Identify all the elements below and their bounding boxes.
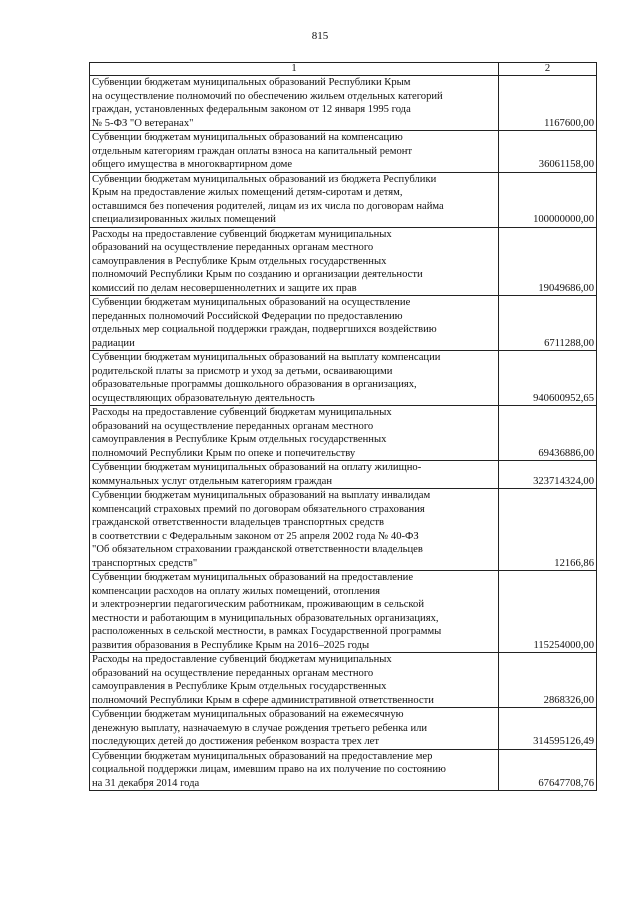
row-amount: 1167600,00 bbox=[499, 76, 597, 131]
description-line: Субвенции бюджетам муниципальных образований на предоставление мер bbox=[92, 750, 433, 762]
row-description bbox=[90, 406, 499, 461]
description-line: Субвенции бюджетам муниципальных образований на выплату компенсации bbox=[92, 352, 441, 363]
table-header-row bbox=[90, 63, 597, 76]
description-line: комиссий по делам несовершеннолетних и защите их прав bbox=[92, 282, 357, 294]
description-line: самоуправления в Республике Крым отдельных государственных bbox=[92, 681, 387, 692]
description-line: полномочий Республики Крым в сфере административной ответственности bbox=[92, 694, 434, 706]
row-description bbox=[90, 227, 499, 296]
description-line: на 31 декабря 2014 года bbox=[92, 777, 200, 789]
description-line: осуществляющих образовательную деятельность bbox=[92, 392, 315, 404]
row-amount: 12166,86 bbox=[499, 489, 597, 571]
table-row bbox=[90, 749, 597, 791]
row-description bbox=[90, 571, 499, 653]
row-description bbox=[90, 653, 499, 708]
description-line: транспортных средств" bbox=[92, 557, 198, 569]
description-line: денежную выплату, назначаемую в случае рождения третьего ребенка или bbox=[92, 722, 428, 734]
description-line: последующих детей до достижения ребенком возраста трех лет bbox=[92, 736, 380, 747]
table-row bbox=[90, 76, 597, 131]
row-amount: 6711288,00 bbox=[499, 296, 597, 351]
table-row bbox=[90, 172, 597, 227]
description-line: в соответствии с Федеральным законом от 25 апреля 2002 года № 40-ФЗ bbox=[92, 530, 419, 542]
row-amount: 19049686,00 bbox=[499, 227, 597, 296]
description-line: самоуправления в Республике Крым отдельных государственных bbox=[92, 255, 387, 267]
row-amount: 115254000,00 bbox=[499, 571, 597, 653]
description-line: № 5-ФЗ "О ветеранах" bbox=[92, 117, 194, 129]
description-line: отдельным категориям граждан оплаты взноса на капитальный ремонт bbox=[92, 145, 413, 157]
row-amount: 36061158,00 bbox=[499, 131, 597, 173]
description-line: Субвенции бюджетам муниципальных образований на предоставление bbox=[92, 572, 414, 583]
table-row bbox=[90, 708, 597, 750]
description-line: Субвенции бюджетам муниципальных образований на осуществление bbox=[92, 297, 411, 308]
description-line: и электроэнергии педагогическим работникам, проживающим в сельской bbox=[92, 599, 425, 610]
description-line: социальной поддержки лицам, имевшим право на их получение по состоянию bbox=[92, 764, 446, 775]
row-description bbox=[90, 172, 499, 227]
description-line: Субвенции бюджетам муниципальных образований на выплату инвалидам bbox=[92, 490, 431, 501]
description-line: общего имущества в многоквартирном доме bbox=[92, 159, 293, 170]
description-line: компенсаций страховых премий по договорам обязательного страхования bbox=[92, 503, 425, 515]
row-description bbox=[90, 461, 499, 489]
description-line: Субвенции бюджетам муниципальных образований на компенсацию bbox=[92, 132, 403, 143]
row-description bbox=[90, 351, 499, 406]
description-line: полномочий Республики Крым по опеке и попечительству bbox=[92, 447, 356, 459]
row-description bbox=[90, 76, 499, 131]
table-row bbox=[90, 406, 597, 461]
table-row bbox=[90, 351, 597, 406]
description-line: Субвенции бюджетам муниципальных образований Республики Крым bbox=[92, 77, 411, 88]
description-line: Крым на предоставление жилых помещений детям-сиротам и детям, bbox=[92, 187, 403, 198]
description-line: Субвенции бюджетам муниципальных образований на оплату жилищно- bbox=[92, 462, 422, 473]
row-amount: 100000000,00 bbox=[499, 172, 597, 227]
description-line: специализированных жилых помещений bbox=[92, 214, 276, 225]
description-line: Субвенции бюджетам муниципальных образований из бюджета Республики bbox=[92, 173, 437, 185]
table-row bbox=[90, 131, 597, 173]
table-row bbox=[90, 461, 597, 489]
description-line: оставшимся без попечения родителей, лицам из их числа по договорам найма bbox=[92, 200, 444, 212]
row-amount: 2868326,00 bbox=[499, 653, 597, 708]
description-line: компенсации расходов на оплату жилых помещений, отопления bbox=[92, 585, 381, 597]
description-line: переданных полномочий Российской Федерации по предоставлению bbox=[92, 310, 403, 322]
description-line: полномочий Республики Крым по созданию и организации деятельности bbox=[92, 269, 423, 280]
description-line: образований на осуществление переданных органам местного bbox=[92, 667, 374, 679]
description-line: отдельных мер социальной поддержки граждан, подвергшихся воздействию bbox=[92, 324, 437, 335]
table-row bbox=[90, 571, 597, 653]
row-amount: 69436886,00 bbox=[499, 406, 597, 461]
table-body bbox=[90, 76, 597, 791]
row-amount: 323714324,00 bbox=[499, 461, 597, 489]
description-line: образований на осуществление переданных органам местного bbox=[92, 242, 374, 253]
description-line: самоуправления в Республике Крым отдельных государственных bbox=[92, 434, 387, 445]
description-line: развития образования в Республике Крым на 2016–2025 годы bbox=[92, 639, 370, 651]
row-description bbox=[90, 131, 499, 173]
row-description bbox=[90, 749, 499, 791]
description-line: коммунальных услуг отдельным категориям граждан bbox=[92, 475, 333, 487]
budget-table bbox=[89, 62, 597, 791]
description-line: образовательные программы дошкольного образования в организациях, bbox=[92, 379, 417, 390]
description-line: родительской платы за присмотр и уход за детьми, осваивающими bbox=[92, 365, 393, 377]
description-line: Расходы на предоставление субвенций бюджетам муниципальных bbox=[92, 407, 392, 418]
row-amount: 940600952,65 bbox=[499, 351, 597, 406]
description-line: Субвенции бюджетам муниципальных образований на ежемесячную bbox=[92, 709, 404, 720]
table-row bbox=[90, 489, 597, 571]
row-description bbox=[90, 296, 499, 351]
description-line: на осуществление полномочий по обеспечению жильем отдельных категорий bbox=[92, 90, 443, 102]
description-line: образований на осуществление переданных органам местного bbox=[92, 420, 374, 432]
table-row bbox=[90, 653, 597, 708]
table-row bbox=[90, 296, 597, 351]
description-line: местности и работающим в муниципальных образовательных организациях, bbox=[92, 612, 439, 624]
description-line: Расходы на предоставление субвенций бюджетам муниципальных bbox=[92, 654, 392, 665]
description-line: "Об обязательном страховании гражданской ответственности владельцев bbox=[92, 544, 423, 555]
row-amount: 67647708,76 bbox=[499, 749, 597, 791]
table-row bbox=[90, 227, 597, 296]
description-line: гражданской ответственности владельцев транспортных средств bbox=[92, 517, 385, 528]
column-header-amount: 2 bbox=[499, 63, 597, 76]
row-description bbox=[90, 708, 499, 750]
page-number: 815 bbox=[311, 30, 329, 42]
row-description bbox=[90, 489, 499, 571]
description-line: радиации bbox=[92, 337, 135, 349]
description-line: расположенных в сельской местности, в рамках Государственной программы bbox=[92, 626, 442, 637]
row-amount: 314595126,49 bbox=[499, 708, 597, 750]
column-header-description: 1 bbox=[90, 63, 499, 76]
description-line: Расходы на предоставление субвенций бюджетам муниципальных bbox=[92, 228, 392, 240]
description-line: граждан, установленных федеральным законом от 12 января 1995 года bbox=[92, 104, 411, 115]
